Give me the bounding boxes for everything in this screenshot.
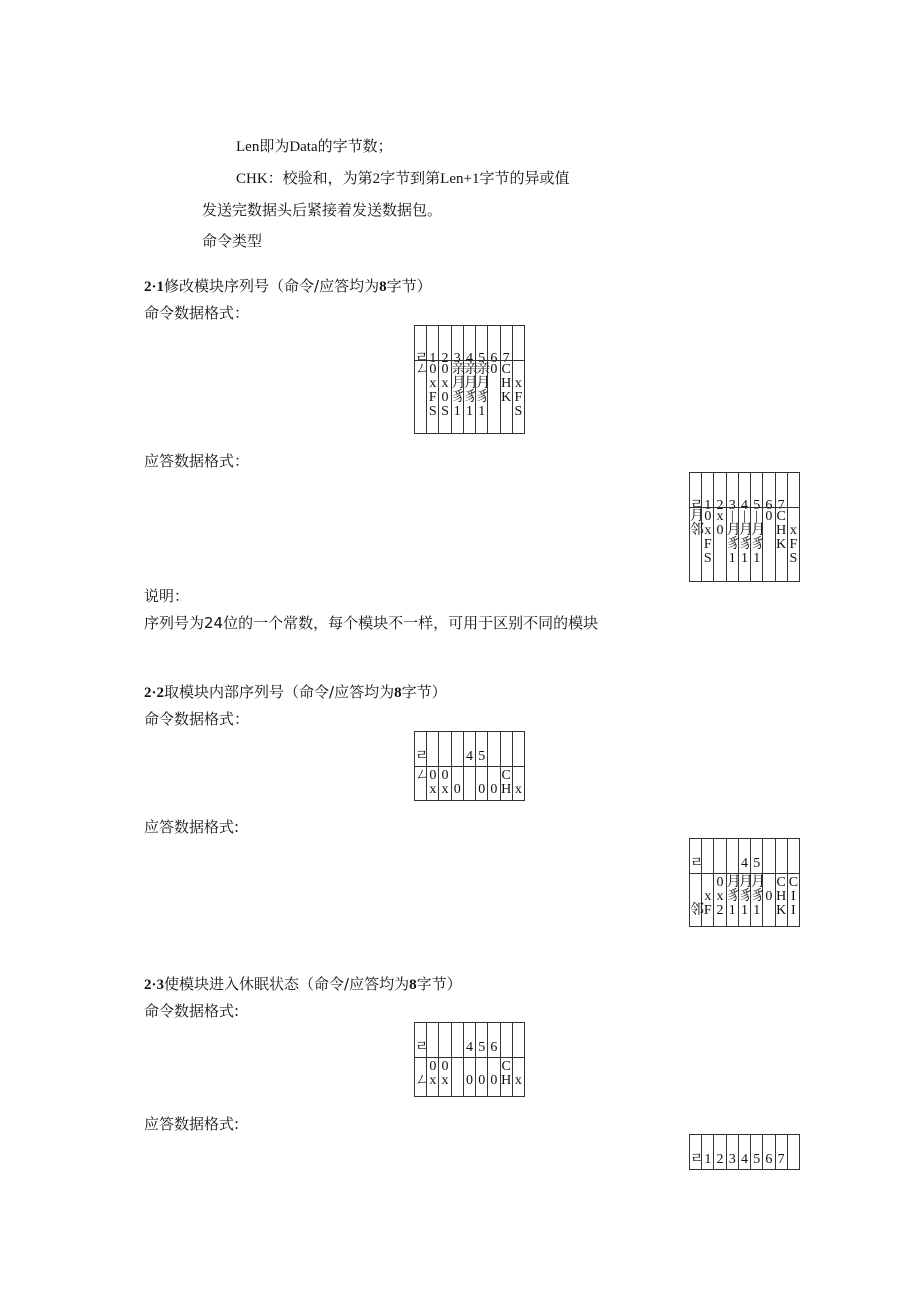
- table-column: [690, 839, 702, 926]
- column-cell: 0: [478, 782, 486, 797]
- row-divider: [776, 873, 787, 874]
- byte-count: 8: [379, 279, 387, 295]
- column-cell: | 月 豸 1: [738, 509, 753, 566]
- column-cell: 0 x 0 S: [441, 362, 449, 419]
- row-divider: [788, 1169, 799, 1170]
- response-format-label: 应答数据格式:: [144, 818, 240, 836]
- table-column: [751, 1135, 763, 1170]
- row-divider: [464, 1057, 475, 1058]
- column-cell: | 月 豸 1: [751, 509, 766, 566]
- row-divider: [690, 1169, 701, 1170]
- column-cell: 0 x: [429, 1059, 437, 1088]
- column-header: 7: [502, 351, 510, 366]
- row-divider: [415, 1057, 426, 1058]
- row-divider: [476, 1057, 487, 1058]
- command-format-table: [414, 1022, 525, 1097]
- section-title-end: 字节）: [416, 975, 462, 993]
- row-divider: [690, 873, 701, 874]
- table-column: [501, 732, 513, 800]
- section-2-heading: [144, 683, 447, 702]
- row-divider: [501, 1057, 512, 1058]
- table-column: [488, 732, 500, 800]
- column-header: 1: [704, 498, 712, 513]
- table-column: [776, 473, 788, 581]
- column-cell: 亲 月 豸 1: [451, 362, 466, 419]
- table-column: [739, 1135, 751, 1170]
- row-divider: [727, 1169, 738, 1170]
- row-divider: [513, 1057, 524, 1058]
- row-divider: [488, 360, 499, 361]
- column-cell: x F S: [514, 376, 523, 419]
- table-column: [751, 839, 766, 926]
- column-cell: 亲 月 豸 1: [476, 362, 491, 419]
- column-header: 3: [728, 498, 736, 513]
- column-header: 5: [478, 351, 486, 366]
- column-cell: 0 x: [429, 768, 437, 797]
- column-cell: C H K: [776, 509, 787, 552]
- table-column: [727, 1135, 739, 1170]
- table-column: [476, 732, 488, 800]
- row-divider: [690, 507, 701, 508]
- column-cell: 0 x: [441, 1059, 449, 1088]
- row-divider: [763, 873, 774, 874]
- column-header: 3: [728, 1152, 736, 1167]
- row-divider: [464, 360, 475, 361]
- response-format-table: [689, 1134, 800, 1170]
- row-divider: [751, 1169, 762, 1170]
- row-divider: [501, 360, 512, 361]
- table-column: [452, 732, 464, 800]
- column-header: 4: [465, 749, 473, 764]
- row-divider: [788, 507, 799, 508]
- column-cell: 0: [478, 1073, 486, 1088]
- column-cell: 0 x F S: [703, 509, 712, 566]
- section-title: 修改模块序列号（命令/应答均为: [164, 277, 380, 295]
- column-header: 6: [490, 351, 498, 366]
- response-format-table: [689, 472, 800, 582]
- row-divider: [739, 873, 750, 874]
- section-number: 2·3: [144, 977, 165, 993]
- table-column: [427, 1023, 439, 1096]
- command-format-label: 命令数据格式:: [144, 1002, 240, 1020]
- command-format-label: 命令数据格式：: [144, 304, 250, 322]
- column-header: 5: [753, 856, 761, 871]
- table-column: [452, 326, 464, 433]
- command-types-heading: 命令类型: [202, 232, 263, 250]
- table-column: [776, 839, 788, 926]
- table-column: [714, 473, 726, 581]
- len-description: Len即为Data的字节数；: [236, 139, 393, 155]
- row-divider: [415, 360, 426, 361]
- row-divider: [427, 1057, 438, 1058]
- row-divider: [739, 507, 750, 508]
- row-divider: [702, 507, 713, 508]
- row-divider: [476, 766, 487, 767]
- column-header: ㄹ: [690, 498, 704, 513]
- row-divider: [427, 360, 438, 361]
- section-title: 使模块进入休眠状态（命令/应答均为: [164, 975, 410, 993]
- table-column: [776, 1135, 788, 1170]
- table-column: [464, 326, 476, 433]
- row-divider: [714, 873, 725, 874]
- column-header: 6: [765, 1152, 773, 1167]
- table-column: [739, 473, 751, 581]
- table-column: [788, 839, 799, 926]
- command-format-label: 命令数据格式：: [144, 710, 250, 728]
- row-divider: [751, 507, 762, 508]
- column-header: 4: [740, 856, 748, 871]
- column-cell: C I I: [788, 875, 799, 918]
- table-column: [763, 473, 775, 581]
- command-format-table: [414, 325, 525, 434]
- column-header: ㄹ: [415, 749, 429, 764]
- table-column: [501, 1023, 513, 1096]
- column-header: 1: [704, 1152, 712, 1167]
- send-description: 发送完数据头后紧接着发送数据包。: [202, 201, 443, 219]
- column-cell: 月 豸 1: [726, 875, 741, 918]
- column-cell: 0: [490, 1073, 498, 1088]
- row-divider: [739, 1169, 750, 1170]
- row-divider: [476, 360, 487, 361]
- column-cell: C H K: [501, 362, 512, 405]
- table-column: [501, 326, 513, 433]
- column-header: 7: [777, 498, 785, 513]
- column-cell: 邻: [690, 903, 704, 918]
- note-label: 说明：: [144, 587, 190, 605]
- row-divider: [714, 1169, 725, 1170]
- column-header: 6: [490, 1040, 498, 1055]
- table-column: [415, 1023, 427, 1096]
- column-cell: x: [514, 1073, 522, 1088]
- table-column: [739, 839, 751, 926]
- row-divider: [488, 766, 499, 767]
- column-cell: 0: [490, 782, 498, 797]
- column-cell: ㄥ: [415, 1073, 429, 1088]
- column-header: ㄹ: [690, 856, 704, 871]
- row-divider: [501, 766, 512, 767]
- table-column: [714, 1135, 726, 1170]
- column-header: 3: [453, 351, 461, 366]
- table-column: [513, 1023, 524, 1096]
- section-1-heading: [144, 277, 432, 296]
- column-cell: 0 x 2: [716, 875, 724, 918]
- table-column: [427, 732, 439, 800]
- byte-count: 8: [394, 685, 402, 701]
- column-header: 4: [465, 1040, 473, 1055]
- table-column: [415, 732, 427, 800]
- column-cell: C H: [501, 1059, 512, 1088]
- column-header: ㄹ: [415, 1040, 429, 1055]
- row-divider: [727, 873, 738, 874]
- column-header: 2: [716, 1152, 724, 1167]
- response-format-table: [689, 838, 800, 927]
- column-cell: 月 豸 1: [751, 875, 766, 918]
- column-cell: 0: [765, 509, 773, 524]
- column-header: 5: [478, 1040, 486, 1055]
- table-column: [476, 1023, 488, 1096]
- row-divider: [751, 873, 762, 874]
- column-cell: | 月 豸 1: [726, 509, 741, 566]
- column-cell: 0: [465, 1073, 473, 1088]
- table-column: [788, 1135, 799, 1170]
- row-divider: [427, 766, 438, 767]
- table-column: [476, 326, 491, 433]
- row-divider: [488, 1057, 499, 1058]
- column-cell: ㄥ: [415, 768, 429, 783]
- table-column: [763, 1135, 775, 1170]
- table-column: [427, 326, 439, 433]
- row-divider: [452, 1057, 463, 1058]
- section-3-heading: [144, 975, 462, 994]
- column-header: 2: [441, 351, 449, 366]
- table-column: [727, 839, 739, 926]
- column-header: ㄹ: [690, 1152, 704, 1167]
- section-title-end: 字节）: [386, 277, 432, 295]
- byte-count: 8: [409, 977, 417, 993]
- row-divider: [763, 1169, 774, 1170]
- row-divider: [513, 766, 524, 767]
- column-header: 7: [777, 1152, 785, 1167]
- response-format-label: 应答数据格式:: [144, 1115, 240, 1133]
- column-cell: 0 x F S: [428, 362, 437, 419]
- table-column: [763, 839, 775, 926]
- table-column: [513, 326, 524, 433]
- table-column: [464, 1023, 476, 1096]
- table-column: [727, 473, 739, 581]
- column-header: 5: [753, 1152, 761, 1167]
- table-column: [702, 839, 714, 926]
- table-column: [439, 1023, 451, 1096]
- column-header: 2: [716, 498, 724, 513]
- column-cell: x: [514, 782, 522, 797]
- column-header: 4: [465, 351, 473, 366]
- column-cell: 0: [490, 362, 498, 377]
- column-cell: 月 邻: [690, 509, 704, 538]
- table-column: [452, 1023, 464, 1096]
- column-cell: 月 豸 1: [738, 875, 753, 918]
- row-divider: [415, 766, 426, 767]
- column-header: 5: [478, 749, 486, 764]
- table-column: [690, 473, 702, 581]
- column-header: 4: [740, 498, 748, 513]
- command-format-table: [414, 731, 525, 801]
- section-title-end: 字节）: [401, 683, 447, 701]
- row-divider: [513, 360, 524, 361]
- column-cell: x F S: [789, 523, 798, 566]
- table-column: [702, 1135, 714, 1170]
- row-divider: [776, 1169, 787, 1170]
- row-divider: [452, 766, 463, 767]
- column-header: ㄹ: [415, 351, 429, 366]
- table-column: [751, 473, 766, 581]
- row-divider: [763, 507, 774, 508]
- column-cell: x F: [703, 889, 712, 918]
- table-column: [488, 326, 500, 433]
- section-number: 2·2: [144, 685, 165, 701]
- table-column: [714, 839, 726, 926]
- chk-description: CHK：校验和，为第2字节到第Len+1字节的异或值: [236, 171, 570, 187]
- note-text: 序列号为24位的一个常数，每个模块不一样，可用于区别不同的模块: [144, 614, 599, 632]
- row-divider: [714, 507, 725, 508]
- column-cell: C H: [501, 768, 512, 797]
- column-cell: x 0: [716, 509, 724, 538]
- column-cell: 亲 月 豸 1: [463, 362, 478, 419]
- row-divider: [702, 873, 713, 874]
- table-column: [513, 732, 524, 800]
- column-cell: C H K: [776, 875, 787, 918]
- row-divider: [452, 360, 463, 361]
- section-title: 取模块内部序列号（命令/应答均为: [164, 683, 395, 701]
- table-column: [702, 473, 714, 581]
- column-cell: 0: [453, 782, 461, 797]
- table-column: [488, 1023, 500, 1096]
- row-divider: [439, 766, 450, 767]
- column-cell: ㄥ: [415, 362, 429, 377]
- row-divider: [702, 1169, 713, 1170]
- table-column: [415, 326, 427, 433]
- row-divider: [439, 360, 450, 361]
- column-header: 4: [740, 1152, 748, 1167]
- table-column: [439, 732, 451, 800]
- table-column: [788, 473, 799, 581]
- column-header: 5: [753, 498, 761, 513]
- row-divider: [439, 1057, 450, 1058]
- table-column: [439, 326, 451, 433]
- column-header: 6: [765, 498, 773, 513]
- row-divider: [776, 507, 787, 508]
- table-column: [690, 1135, 702, 1170]
- row-divider: [788, 873, 799, 874]
- row-divider: [464, 766, 475, 767]
- row-divider: [727, 507, 738, 508]
- column-cell: 0: [765, 889, 773, 904]
- column-cell: 0 x: [441, 768, 449, 797]
- column-header: 1: [429, 351, 437, 366]
- table-column: [464, 732, 476, 800]
- section-number: 2·1: [144, 279, 165, 295]
- response-format-label: 应答数据格式：: [144, 452, 250, 470]
